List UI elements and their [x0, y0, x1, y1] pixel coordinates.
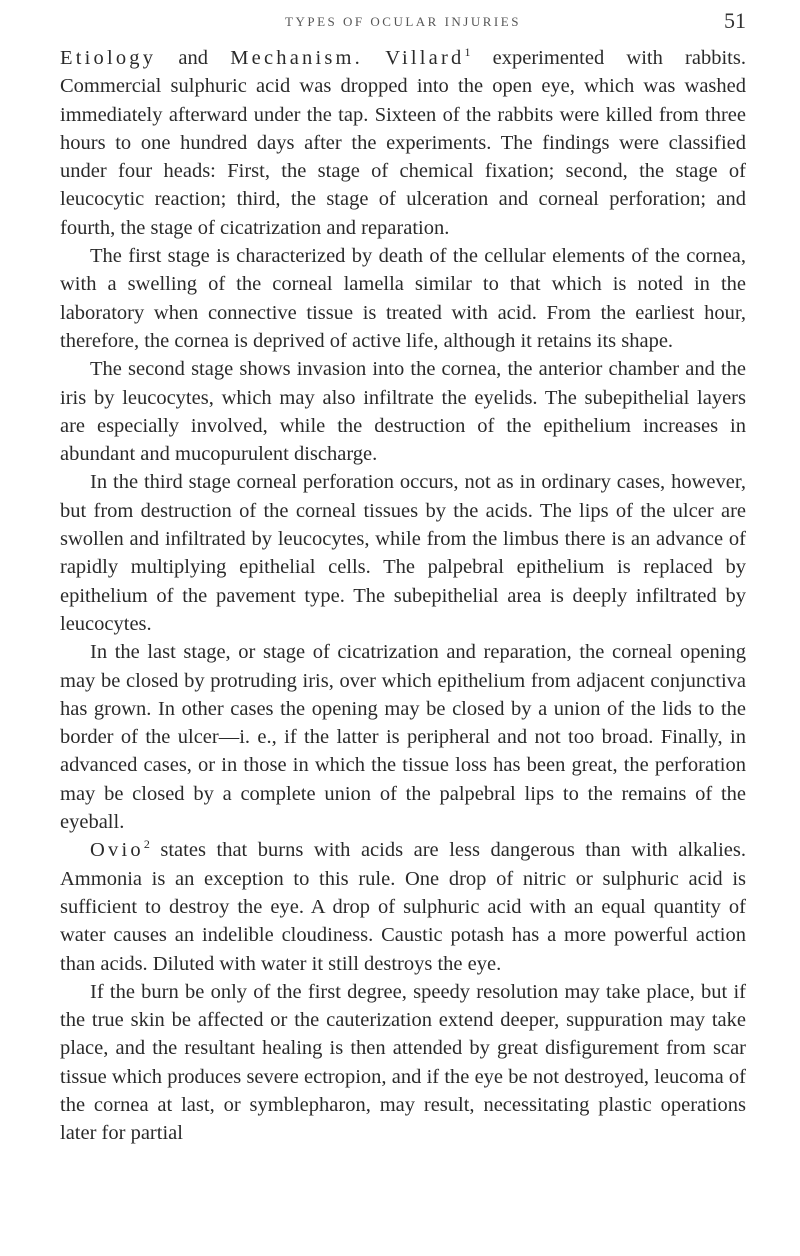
- paragraph-text: states that burns with acids are less dangerous than with alkalies. Ammonia is an exception to this rule. One drop of nitric or sulphuric acid is sufficient to destroy the eye. A drop of sulphuric acid with an equal quantity of water causes an indelible cloudiness. Caustic potash has a more powerful action than acids. Diluted with water it still destroys the eye.: [60, 839, 746, 975]
- paragraph-first-stage: The first stage is characterized by death of the cellular elements of the cornea, with a swelling of the corneal lamella similar to that which is noted in the laboratory when connective tissue is treated with acid. From the earliest hour, therefore, the cornea is deprived of active life, although it retains its shape.: [60, 245, 746, 352]
- section-term-etiology: Etiology: [60, 47, 157, 69]
- section-term-mechanism: Mechanism.: [230, 47, 363, 69]
- section-term-connector: and: [156, 47, 231, 69]
- footnote-reference: 2: [143, 837, 150, 852]
- author-name: Villard: [385, 47, 465, 69]
- paragraph-etiology: [60, 44, 746, 242]
- paragraph-ovio: [60, 836, 746, 977]
- footnote-reference: 1: [464, 45, 471, 60]
- body-text: [60, 44, 746, 1148]
- page-number: 51: [724, 8, 746, 33]
- paragraph-burn-degree: If the burn be only of the first degree, speedy resolution may take place, but if the true skin be affected or the cauterization extend deeper, suppuration may take place, and the resultant healing is then attended by great disfigurement from scar tissue which produces severe ectropion, and if the eye be not destroyed, leucoma of the cornea at last, or symblepharon, may result, necessitating plastic operations later for partial: [60, 980, 746, 1145]
- paragraph-last-stage: In the last stage, or stage of cicatrization and reparation, the corneal opening may be closed by protruding iris, over which epithelium from adjacent conjunctiva has grown. In other cases the opening may be closed by a union of the lids to the border of the ulcer—i. e., if the latter is peripheral and not too broad. Finally, in advanced cases, or in those in which the tissue loss has been great, the perforation may be closed by a complete union of the palpebral lips to the remains of the eyeball.: [60, 641, 746, 834]
- paragraph-text: experimented with rabbits. Commercial sulphuric acid was dropped into the open eye, which was washed immediately afterward under the tap. Sixteen of the rabbits were killed from three hours to one hundred days after the experiments. The findings were classified under four heads: First, the stage of chemical fixation; second, the stage of leucocytic reaction; third, the stage of ulceration and corneal perforation; and fourth, the stage of cicatrization and reparation.: [60, 47, 746, 239]
- page-header: [60, 8, 746, 42]
- paragraph-third-stage: In the third stage corneal perforation occurs, not as in ordinary cases, however, but from destruction of the corneal tissues by the acids. The lips of the ulcer are swollen and infiltrated by leucocytes, while from the limbus there is an advance of rapidly multiplying epithelial cells. The palpebral epithelium is replaced by epithelium of the pavement type. The subepithelial area is deeply infiltrated by leucocytes.: [60, 471, 746, 635]
- running-head: TYPES OF OCULAR INJURIES: [285, 14, 521, 29]
- author-name: Ovio: [90, 839, 144, 862]
- paragraph-second-stage: The second stage shows invasion into the cornea, the anterior chamber and the iris by leucocytes, which may also infiltrate the eyelids. The subepithelial layers are especially involved, while the destruction of the epithelium increases in abundant and mucopurulent discharge.: [60, 358, 746, 466]
